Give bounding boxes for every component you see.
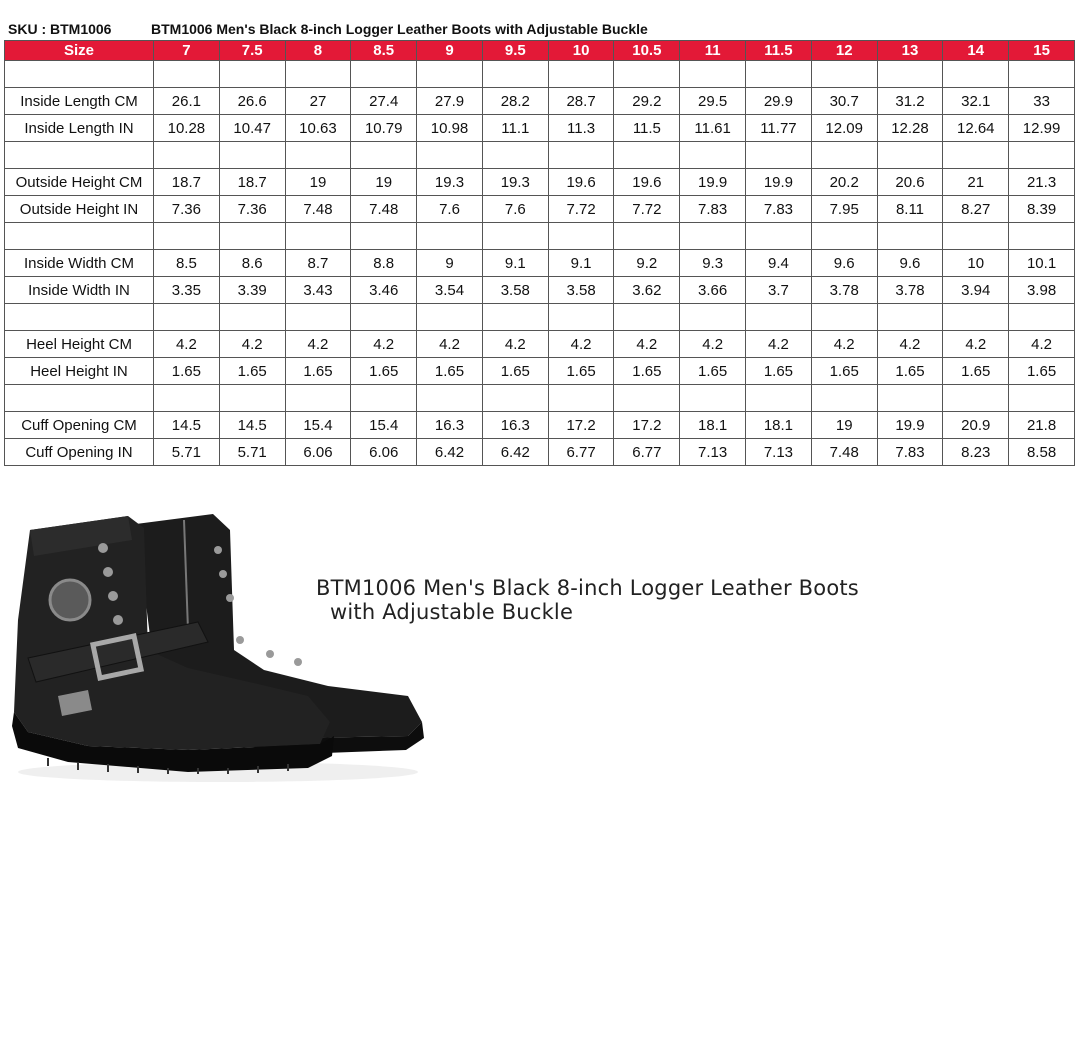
table-cell: 12.64 [943,115,1009,142]
document-header [0,0,1080,40]
empty-cell [154,304,220,331]
size-header-cell: 11 [680,41,746,61]
empty-cell [417,223,483,250]
table-cell: 11.77 [746,115,812,142]
table-cell: 4.2 [746,331,812,358]
empty-cell [285,304,351,331]
table-cell: 6.77 [614,439,680,466]
table-cell: 6.06 [351,439,417,466]
row-label: Inside Width IN [5,277,154,304]
table-cell: 19.9 [746,169,812,196]
table-cell: 4.2 [351,331,417,358]
size-chart-table [4,40,1075,466]
table-row [5,358,1075,385]
size-header-label: Size [5,41,154,61]
empty-cell [351,385,417,412]
spacer-row [5,223,1075,250]
row-label: Inside Length IN [5,115,154,142]
table-cell: 7.6 [417,196,483,223]
table-cell: 3.66 [680,277,746,304]
table-cell: 7.48 [285,196,351,223]
empty-cell [943,304,1009,331]
empty-cell [5,304,154,331]
empty-cell [417,385,483,412]
document-title: BTM1006 Men's Black 8-inch Logger Leather Boots with Adjustable Buckle [151,21,648,37]
empty-cell [482,385,548,412]
empty-cell [1009,304,1075,331]
table-cell: 26.1 [154,88,220,115]
table-cell: 9.1 [548,250,614,277]
empty-cell [943,385,1009,412]
table-cell: 28.2 [482,88,548,115]
table-cell: 1.65 [548,358,614,385]
table-cell: 18.1 [746,412,812,439]
empty-cell [877,304,943,331]
empty-cell [811,223,877,250]
table-cell: 14.5 [219,412,285,439]
empty-cell [1009,223,1075,250]
empty-cell [811,385,877,412]
table-cell: 18.1 [680,412,746,439]
table-cell: 9.2 [614,250,680,277]
table-cell: 3.78 [877,277,943,304]
empty-cell [1009,142,1075,169]
empty-cell [5,223,154,250]
table-cell: 12.99 [1009,115,1075,142]
empty-cell [482,142,548,169]
table-cell: 3.78 [811,277,877,304]
table-cell: 11.3 [548,115,614,142]
table-cell: 19.3 [417,169,483,196]
table-cell: 29.2 [614,88,680,115]
table-cell: 17.2 [614,412,680,439]
table-cell: 1.65 [680,358,746,385]
table-cell: 1.65 [417,358,483,385]
table-row [5,115,1075,142]
table-cell: 19.6 [548,169,614,196]
table-cell: 1.65 [219,358,285,385]
table-row [5,412,1075,439]
row-label: Heel Height CM [5,331,154,358]
table-cell: 4.2 [877,331,943,358]
table-row [5,196,1075,223]
table-cell: 6.42 [482,439,548,466]
size-header-row [5,41,1075,61]
table-cell: 19 [351,169,417,196]
size-header-cell: 9 [417,41,483,61]
empty-cell [154,223,220,250]
table-cell: 7.83 [877,439,943,466]
row-label: Cuff Opening IN [5,439,154,466]
empty-cell [351,304,417,331]
table-cell: 11.5 [614,115,680,142]
table-cell: 5.71 [154,439,220,466]
table-cell: 1.65 [154,358,220,385]
empty-cell [482,304,548,331]
table-cell: 4.2 [680,331,746,358]
size-header-cell: 13 [877,41,943,61]
table-cell: 29.9 [746,88,812,115]
empty-cell [417,142,483,169]
table-cell: 15.4 [285,412,351,439]
table-cell: 9.3 [680,250,746,277]
table-cell: 1.65 [943,358,1009,385]
table-cell: 10.1 [1009,250,1075,277]
size-header-cell: 12 [811,41,877,61]
empty-cell [877,142,943,169]
size-header-cell: 10 [548,41,614,61]
size-header-cell: 7 [154,41,220,61]
table-cell: 3.54 [417,277,483,304]
table-cell: 1.65 [351,358,417,385]
table-cell: 8.7 [285,250,351,277]
table-cell: 3.46 [351,277,417,304]
empty-cell [614,223,680,250]
empty-cell [351,142,417,169]
empty-cell [417,304,483,331]
empty-cell [285,385,351,412]
empty-cell [548,385,614,412]
empty-cell [482,223,548,250]
table-cell: 29.5 [680,88,746,115]
empty-cell [417,61,483,88]
table-cell: 33 [1009,88,1075,115]
table-cell: 19.3 [482,169,548,196]
empty-cell [351,61,417,88]
empty-cell [877,385,943,412]
table-cell: 6.42 [417,439,483,466]
table-row [5,277,1075,304]
empty-cell [219,142,285,169]
table-cell: 8.23 [943,439,1009,466]
table-cell: 7.48 [811,439,877,466]
empty-cell [5,61,154,88]
table-cell: 4.2 [285,331,351,358]
size-header-cell: 14 [943,41,1009,61]
table-cell: 32.1 [943,88,1009,115]
table-cell: 1.65 [877,358,943,385]
table-cell: 8.8 [351,250,417,277]
table-cell: 19.9 [680,169,746,196]
empty-cell [680,385,746,412]
table-row [5,331,1075,358]
spacer-row [5,61,1075,88]
table-cell: 16.3 [417,412,483,439]
empty-cell [746,61,812,88]
empty-cell [1009,61,1075,88]
table-row [5,88,1075,115]
table-cell: 4.2 [811,331,877,358]
table-cell: 1.65 [482,358,548,385]
empty-cell [943,223,1009,250]
empty-cell [548,61,614,88]
empty-cell [614,304,680,331]
empty-cell [5,142,154,169]
empty-cell [680,142,746,169]
empty-cell [811,304,877,331]
empty-cell [614,61,680,88]
caption-line-1: BTM1006 Men's Black 8-inch Logger Leather Boots [316,576,859,600]
table-cell: 8.5 [154,250,220,277]
table-cell: 10.98 [417,115,483,142]
table-cell: 3.43 [285,277,351,304]
table-cell: 10.79 [351,115,417,142]
empty-cell [154,385,220,412]
empty-cell [680,61,746,88]
table-cell: 7.95 [811,196,877,223]
empty-cell [154,61,220,88]
table-cell: 8.27 [943,196,1009,223]
spacer-row [5,385,1075,412]
row-label: Cuff Opening CM [5,412,154,439]
empty-cell [285,223,351,250]
table-cell: 4.2 [482,331,548,358]
table-cell: 12.28 [877,115,943,142]
table-cell: 7.13 [680,439,746,466]
table-cell: 20.6 [877,169,943,196]
table-cell: 9.4 [746,250,812,277]
empty-cell [285,61,351,88]
table-cell: 27.9 [417,88,483,115]
size-header-cell: 8.5 [351,41,417,61]
spacer-row [5,142,1075,169]
table-cell: 19 [811,412,877,439]
table-cell: 27 [285,88,351,115]
empty-cell [5,385,154,412]
table-cell: 18.7 [219,169,285,196]
table-cell: 8.6 [219,250,285,277]
table-cell: 12.09 [811,115,877,142]
empty-cell [877,61,943,88]
table-cell: 21.8 [1009,412,1075,439]
table-cell: 4.2 [154,331,220,358]
size-header-cell: 9.5 [482,41,548,61]
table-cell: 30.7 [811,88,877,115]
table-cell: 8.58 [1009,439,1075,466]
table-cell: 7.83 [746,196,812,223]
table-row [5,169,1075,196]
empty-cell [219,223,285,250]
table-cell: 3.98 [1009,277,1075,304]
empty-cell [614,142,680,169]
row-label: Inside Width CM [5,250,154,277]
table-row [5,250,1075,277]
empty-cell [285,142,351,169]
table-cell: 3.62 [614,277,680,304]
table-cell: 10.63 [285,115,351,142]
table-cell: 27.4 [351,88,417,115]
table-cell: 9.6 [877,250,943,277]
table-cell: 3.7 [746,277,812,304]
table-cell: 4.2 [1009,331,1075,358]
caption-line-2: with Adjustable Buckle [330,600,574,624]
empty-cell [614,385,680,412]
table-row [5,439,1075,466]
empty-cell [548,304,614,331]
table-cell: 21 [943,169,1009,196]
empty-cell [548,223,614,250]
size-header-cell: 11.5 [746,41,812,61]
table-cell: 3.39 [219,277,285,304]
table-cell: 3.58 [482,277,548,304]
table-cell: 4.2 [548,331,614,358]
row-label: Outside Height CM [5,169,154,196]
table-cell: 11.61 [680,115,746,142]
table-cell: 3.94 [943,277,1009,304]
table-cell: 11.1 [482,115,548,142]
table-cell: 14.5 [154,412,220,439]
table-cell: 1.65 [1009,358,1075,385]
empty-cell [746,385,812,412]
table-cell: 16.3 [482,412,548,439]
table-cell: 1.65 [285,358,351,385]
table-cell: 10 [943,250,1009,277]
table-cell: 4.2 [219,331,285,358]
table-cell: 4.2 [614,331,680,358]
table-cell: 26.6 [219,88,285,115]
empty-cell [943,61,1009,88]
row-label: Heel Height IN [5,358,154,385]
table-cell: 7.36 [154,196,220,223]
empty-cell [154,142,220,169]
table-cell: 7.72 [614,196,680,223]
table-cell: 7.72 [548,196,614,223]
empty-cell [1009,385,1075,412]
table-cell: 15.4 [351,412,417,439]
boot-product-image [8,500,428,790]
empty-cell [219,304,285,331]
empty-cell [943,142,1009,169]
row-label: Inside Length CM [5,88,154,115]
table-cell: 1.65 [811,358,877,385]
sku-label: SKU : BTM1006 [8,21,112,37]
empty-cell [811,61,877,88]
table-cell: 10.47 [219,115,285,142]
table-cell: 20.9 [943,412,1009,439]
table-cell: 8.39 [1009,196,1075,223]
empty-cell [746,304,812,331]
table-cell: 1.65 [746,358,812,385]
table-cell: 3.58 [548,277,614,304]
empty-cell [877,223,943,250]
empty-cell [548,142,614,169]
table-cell: 9 [417,250,483,277]
table-cell: 7.48 [351,196,417,223]
table-cell: 31.2 [877,88,943,115]
empty-cell [351,223,417,250]
table-cell: 1.65 [614,358,680,385]
empty-cell [680,223,746,250]
spacer-row [5,304,1075,331]
table-cell: 21.3 [1009,169,1075,196]
table-cell: 7.13 [746,439,812,466]
table-cell: 20.2 [811,169,877,196]
empty-cell [680,304,746,331]
empty-cell [811,142,877,169]
boot-icon [8,500,428,790]
table-cell: 9.6 [811,250,877,277]
empty-cell [746,142,812,169]
table-cell: 9.1 [482,250,548,277]
empty-cell [746,223,812,250]
empty-cell [219,61,285,88]
table-cell: 7.83 [680,196,746,223]
size-header-cell: 7.5 [219,41,285,61]
table-cell: 6.77 [548,439,614,466]
table-cell: 8.11 [877,196,943,223]
table-cell: 19.9 [877,412,943,439]
product-caption [316,576,859,624]
table-cell: 10.28 [154,115,220,142]
table-cell: 4.2 [417,331,483,358]
table-cell: 7.36 [219,196,285,223]
empty-cell [482,61,548,88]
table-cell: 18.7 [154,169,220,196]
table-cell: 28.7 [548,88,614,115]
table-cell: 19.6 [614,169,680,196]
row-label: Outside Height IN [5,196,154,223]
empty-cell [219,385,285,412]
size-header-cell: 15 [1009,41,1075,61]
table-cell: 17.2 [548,412,614,439]
table-cell: 19 [285,169,351,196]
table-cell: 7.6 [482,196,548,223]
table-cell: 3.35 [154,277,220,304]
size-header-cell: 10.5 [614,41,680,61]
table-cell: 6.06 [285,439,351,466]
table-cell: 5.71 [219,439,285,466]
table-cell: 4.2 [943,331,1009,358]
size-header-cell: 8 [285,41,351,61]
